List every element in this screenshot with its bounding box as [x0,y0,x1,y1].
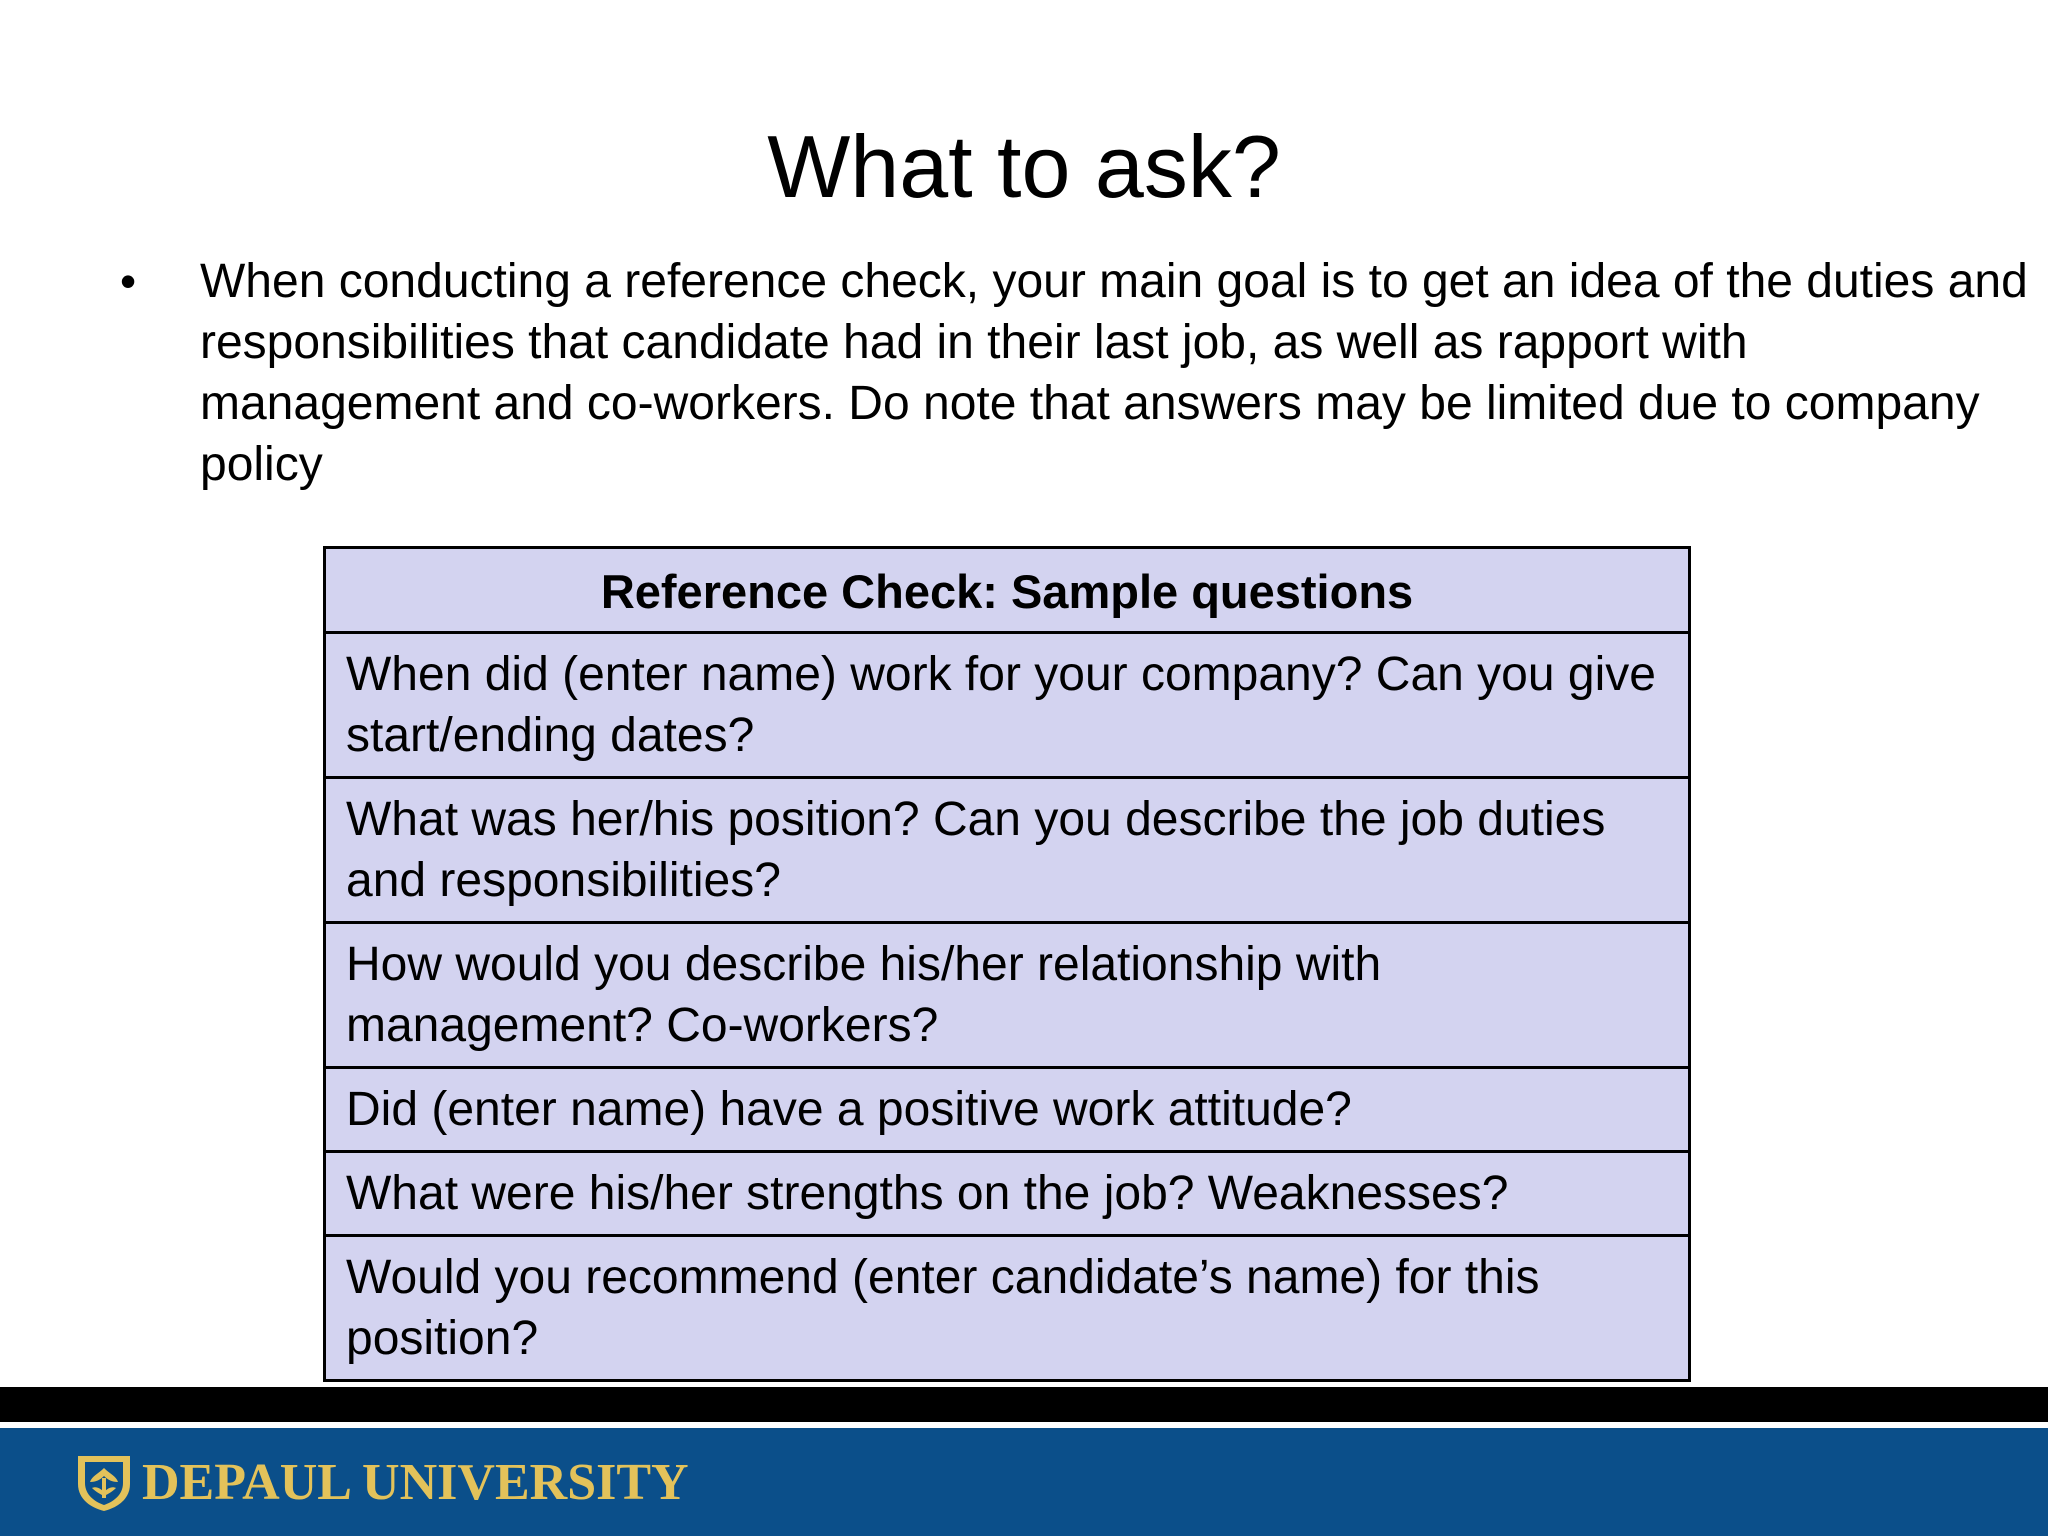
question-cell: Did (enter name) have a positive work attitude? [325,1068,1690,1152]
table-row [325,633,1690,778]
depaul-logo [76,1453,689,1513]
bullet-text: When conducting a reference check, your main goal is to get an idea of the duties and responsibilities that candidate had in their last job, as well as rapport with management and co-workers. Do note that answers may be limited due to company policy [200,255,2028,491]
question-cell: How would you describe his/her relationship with management? Co-workers? [325,923,1690,1068]
question-cell: When did (enter name) work for your company? Can you give start/ending dates? [325,633,1690,778]
table-header-row [325,548,1690,633]
table-row [325,923,1690,1068]
slide-title: What to ask? [767,117,1281,216]
footer-black-bar [0,1387,2048,1422]
table-row [325,778,1690,923]
table-header: Reference Check: Sample questions [325,548,1690,633]
question-cell: Would you recommend (enter candidate’s name) for this position? [325,1236,1690,1381]
university-shield-icon [76,1454,132,1512]
question-cell: What was her/his position? Can you describe the job duties and responsibilities? [325,778,1690,923]
logo-text: DEPAUL UNIVERSITY [142,1454,689,1511]
table-row [325,1068,1690,1152]
question-cell: What were his/her strengths on the job? Weaknesses? [325,1152,1690,1236]
reference-questions-table [323,546,1691,1382]
table-row [325,1152,1690,1236]
table-row [325,1236,1690,1381]
bullet-marker: • [120,255,137,307]
